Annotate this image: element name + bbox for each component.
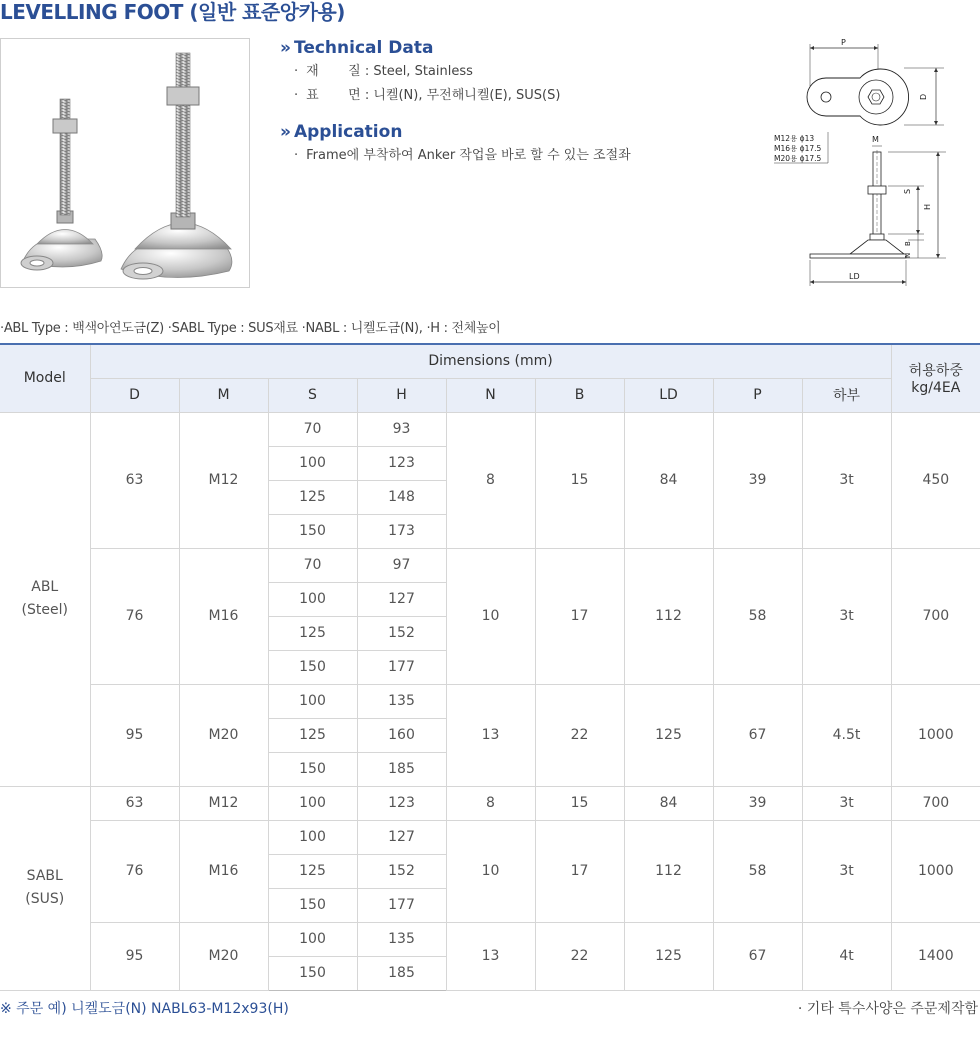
technical-data-heading: » Technical Data — [280, 38, 434, 58]
cell-s: 100 — [268, 582, 357, 616]
cell-h: 173 — [357, 514, 446, 548]
cell-base: 4t — [802, 922, 891, 990]
cell-p: 58 — [713, 548, 802, 684]
cell-s: 100 — [268, 786, 357, 820]
application-heading: » Application — [280, 122, 403, 142]
header-col: M — [179, 378, 268, 412]
cell-s: 150 — [268, 650, 357, 684]
cell-s: 125 — [268, 854, 357, 888]
cell-base: 3t — [802, 412, 891, 548]
label-n: N — [904, 252, 912, 258]
cell-h: 93 — [357, 412, 446, 446]
cell-m: M20 — [179, 684, 268, 786]
note-m12: M12용 ϕ13 — [774, 134, 815, 143]
cell-s: 150 — [268, 888, 357, 922]
cell-load: 1400 — [891, 922, 980, 990]
label-d: D — [919, 93, 928, 100]
table-row — [0, 684, 980, 718]
cell-s: 100 — [268, 446, 357, 480]
table-row — [0, 412, 980, 446]
cell-load: 450 — [891, 412, 980, 548]
cell-load: 700 — [891, 548, 980, 684]
application-item: · Frame에 부착하여 Anker 작업을 바로 할 수 있는 조절좌 — [294, 148, 631, 163]
cell-n: 13 — [446, 922, 535, 990]
cell-s: 150 — [268, 752, 357, 786]
header-col: S — [268, 378, 357, 412]
cell-d: 63 — [90, 412, 179, 548]
label-h: H — [923, 203, 932, 210]
cell-h: 127 — [357, 582, 446, 616]
cell-s: 150 — [268, 956, 357, 990]
cell-m: M16 — [179, 820, 268, 922]
cell-n: 10 — [446, 820, 535, 922]
cell-s: 70 — [268, 548, 357, 582]
header-col: H — [357, 378, 446, 412]
table-row — [0, 922, 980, 956]
cell-m: M12 — [179, 786, 268, 820]
cell-h: 135 — [357, 684, 446, 718]
cell-p: 39 — [713, 412, 802, 548]
dimension-drawing — [768, 34, 978, 290]
model-cell: SABL (SUS) — [0, 786, 90, 990]
type-legend: ·ABL Type : 백색아연도금(Z) ·SABL Type : SUS재료 ·NABL : 니켈도금(N), ·H : 전체높이 — [0, 321, 501, 336]
cell-load: 700 — [891, 786, 980, 820]
column-header-row — [0, 378, 980, 412]
label-s: S — [903, 188, 912, 194]
label-ld: LD — [849, 272, 860, 281]
cell-m: M20 — [179, 922, 268, 990]
header-col: P — [713, 378, 802, 412]
cell-h: 152 — [357, 616, 446, 650]
cell-d: 95 — [90, 922, 179, 990]
header-col: B — [535, 378, 624, 412]
table-row — [0, 820, 980, 854]
cell-n: 8 — [446, 786, 535, 820]
header-col: 하부 — [802, 378, 891, 412]
table-row — [0, 548, 980, 582]
cell-b: 22 — [535, 922, 624, 990]
cell-d: 63 — [90, 786, 179, 820]
cell-h: 185 — [357, 752, 446, 786]
material-item: · 재 질 : Steel, Stainless — [294, 64, 473, 79]
order-example: ※ 주문 예) 니켈도금(N) NABL63-M12x93(H) — [0, 1001, 289, 1017]
cell-m: M16 — [179, 548, 268, 684]
cell-n: 10 — [446, 548, 535, 684]
info-panel — [280, 36, 720, 168]
cell-h: 148 — [357, 480, 446, 514]
cell-base: 3t — [802, 548, 891, 684]
cell-s: 125 — [268, 616, 357, 650]
cell-n: 8 — [446, 412, 535, 548]
cell-h: 177 — [357, 888, 446, 922]
cell-ld: 125 — [624, 684, 713, 786]
cell-base: 3t — [802, 820, 891, 922]
product-photo — [0, 38, 250, 288]
cell-h: 127 — [357, 820, 446, 854]
cell-s: 100 — [268, 922, 357, 956]
header-col: LD — [624, 378, 713, 412]
cell-b: 22 — [535, 684, 624, 786]
cell-ld: 112 — [624, 548, 713, 684]
cell-s: 125 — [268, 480, 357, 514]
cell-ld: 84 — [624, 412, 713, 548]
label-b: B — [904, 241, 912, 246]
cell-s: 100 — [268, 684, 357, 718]
cell-h: 185 — [357, 956, 446, 990]
cell-d: 76 — [90, 548, 179, 684]
cell-p: 39 — [713, 786, 802, 820]
header-dimensions: Dimensions (mm) — [90, 344, 891, 378]
cell-h: 97 — [357, 548, 446, 582]
cell-n: 13 — [446, 684, 535, 786]
cell-d: 95 — [90, 684, 179, 786]
cell-ld: 125 — [624, 922, 713, 990]
cell-base: 4.5t — [802, 684, 891, 786]
model-cell: ABL (Steel) — [0, 412, 90, 786]
note-m20: M20용 ϕ17.5 — [774, 154, 822, 163]
cell-load: 1000 — [891, 820, 980, 922]
cell-s: 100 — [268, 820, 357, 854]
header-col: D — [90, 378, 179, 412]
header-load: 허용하중 kg/4EA — [891, 344, 980, 412]
cell-load: 1000 — [891, 684, 980, 786]
cell-p: 58 — [713, 820, 802, 922]
special-order-note: · 기타 특수사양은 주문제작함 — [797, 1001, 978, 1017]
cell-b: 17 — [535, 820, 624, 922]
cell-b: 15 — [535, 412, 624, 548]
cell-p: 67 — [713, 684, 802, 786]
cell-h: 160 — [357, 718, 446, 752]
cell-base: 3t — [802, 786, 891, 820]
double-chevron-icon: » — [280, 122, 291, 142]
header-model: Model — [0, 344, 90, 412]
cell-b: 17 — [535, 548, 624, 684]
label-m: M — [872, 135, 879, 144]
cell-m: M12 — [179, 412, 268, 548]
cell-s: 150 — [268, 514, 357, 548]
cell-s: 125 — [268, 718, 357, 752]
cell-b: 15 — [535, 786, 624, 820]
cell-h: 152 — [357, 854, 446, 888]
cell-h: 177 — [357, 650, 446, 684]
cell-ld: 84 — [624, 786, 713, 820]
cell-d: 76 — [90, 820, 179, 922]
surface-item: · 표 면 : 니켈(N), 무전해니켈(E), SUS(S) — [294, 88, 561, 103]
table-row — [0, 786, 980, 820]
header-col: N — [446, 378, 535, 412]
cell-h: 123 — [357, 446, 446, 480]
cell-h: 123 — [357, 786, 446, 820]
spec-table — [0, 343, 980, 991]
page-title: LEVELLING FOOT (일반 표준앙카용) — [0, 0, 345, 24]
double-chevron-icon: » — [280, 38, 291, 58]
cell-p: 67 — [713, 922, 802, 990]
cell-h: 135 — [357, 922, 446, 956]
cell-ld: 112 — [624, 820, 713, 922]
cell-s: 70 — [268, 412, 357, 446]
note-m16: M16용 ϕ17.5 — [774, 144, 822, 153]
label-p: P — [841, 38, 846, 47]
